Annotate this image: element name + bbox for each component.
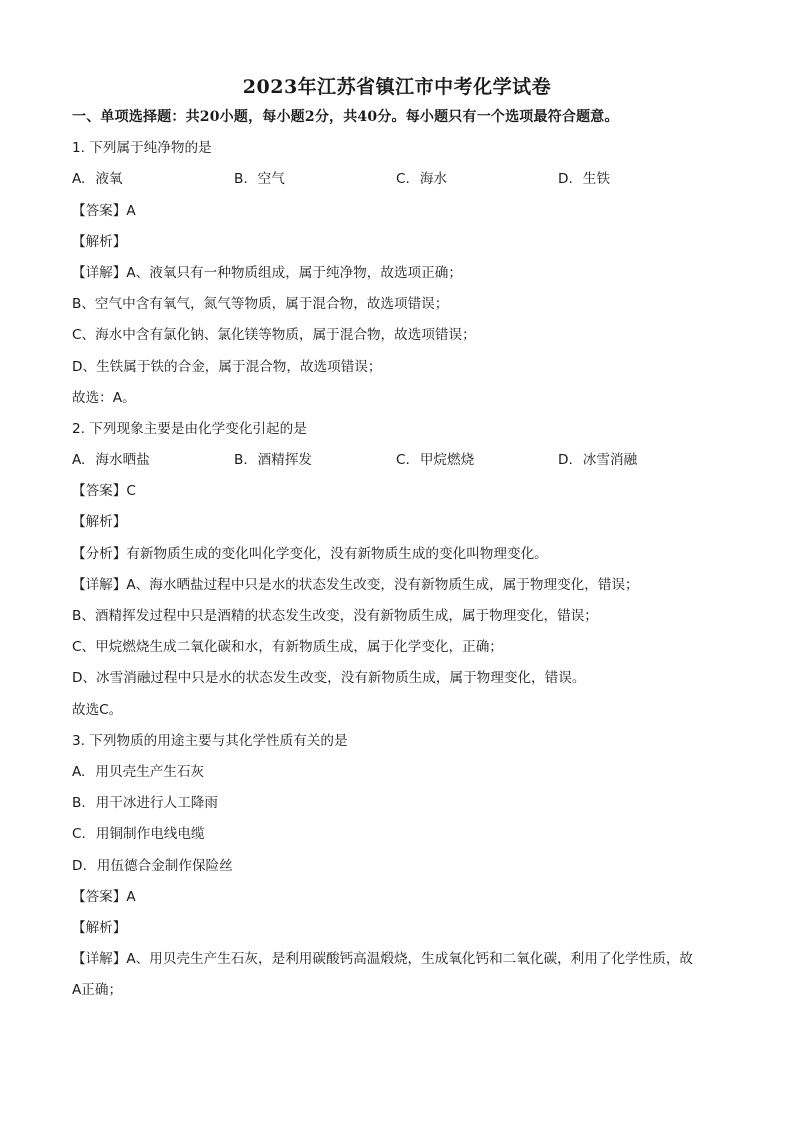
question-1-analysis-label: 【解析】 xyxy=(72,233,127,250)
question-1-options xyxy=(72,164,732,195)
question-2-answer: 【答案】C xyxy=(72,483,136,500)
question-2-stem: 2. 下列现象主要是由化学变化引起的是 xyxy=(72,420,307,437)
question-2-explanation-line: C、甲烷燃烧生成二氧化碳和水，有新物质生成，属于化学变化，正确； xyxy=(72,639,503,656)
question-3-explanation-line: A正确； xyxy=(72,982,123,999)
question-1-conclusion: 故选：A。 xyxy=(72,389,136,406)
question-2-option-a: A. 海水晒盐 xyxy=(72,452,150,469)
question-2-analysis-label: 【解析】 xyxy=(72,514,127,531)
question-1-option-a: A. 液氧 xyxy=(72,171,123,188)
document-title: 2023年江苏省镇江市中考化学试卷 xyxy=(242,76,552,98)
section-heading: 一、单项选择题：共20小题，每小题2分，共40分。每小题只有一个选项最符合题意。 xyxy=(72,109,619,125)
question-2-explanation-line: D、冰雪消融过程中只是水的状态发生改变，没有新物质生成，属于物理变化，错误。 xyxy=(72,670,586,687)
question-2-explanation-line: 【分析】有新物质生成的变化叫化学变化，没有新物质生成的变化叫物理变化。 xyxy=(72,545,548,562)
question-2-explanation-line: B、酒精挥发过程中只是酒精的状态发生改变，没有新物质生成，属于物理变化，错误； xyxy=(72,608,598,624)
question-3-option-b: B. 用干冰进行人工降雨 xyxy=(72,795,218,812)
document-body xyxy=(72,102,732,1006)
question-3-answer: 【答案】A xyxy=(72,888,136,905)
question-1-explanation-line: C、海水中含有氯化钠、氯化镁等物质，属于混合物，故选项错误； xyxy=(72,327,476,344)
question-2-option-b: B. 酒精挥发 xyxy=(234,452,313,469)
question-3-option-a: A. 用贝壳生产生石灰 xyxy=(72,763,205,780)
question-2-option-c: C. 甲烷燃烧 xyxy=(396,452,475,469)
question-2-options xyxy=(72,445,732,476)
question-2-explanation-line: 【详解】A、海水晒盐过程中只是水的状态发生改变，没有新物质生成，属于物理变化，错误； xyxy=(72,576,639,593)
question-1-option-b: B. 空气 xyxy=(234,171,285,188)
question-1-stem: 1. 下列属于纯净物的是 xyxy=(72,140,212,157)
question-3-explanation-line: 【详解】A、用贝壳生产生石灰，是利用碳酸钙高温煅烧，生成氧化钙和二氧化碳，利用了化学性质，故 xyxy=(72,951,694,968)
question-1-answer: 【答案】A xyxy=(72,202,136,219)
question-1-explanation-line: B、空气中含有氧气，氮气等物质，属于混合物，故选项错误； xyxy=(72,296,449,313)
question-1-option-d: D. 生铁 xyxy=(558,171,610,188)
question-2-conclusion: 故选C。 xyxy=(72,701,123,718)
question-1-explanation-line: D、生铁属于铁的合金，属于混合物，故选项错误； xyxy=(72,358,382,375)
question-3-option-d: D. 用伍德合金制作保险丝 xyxy=(72,857,233,874)
question-3-stem: 3. 下列物质的用途主要与其化学性质有关的是 xyxy=(72,732,348,749)
question-1-explanation-line: 【详解】A、液氧只有一种物质组成，属于纯净物，故选项正确； xyxy=(72,264,462,281)
question-2-option-d: D. 冰雪消融 xyxy=(558,452,638,469)
question-3-option-c: C. 用铜制作电线电缆 xyxy=(72,826,205,843)
question-1-option-c: C. 海水 xyxy=(396,171,448,188)
question-3-analysis-label: 【解析】 xyxy=(72,919,127,936)
